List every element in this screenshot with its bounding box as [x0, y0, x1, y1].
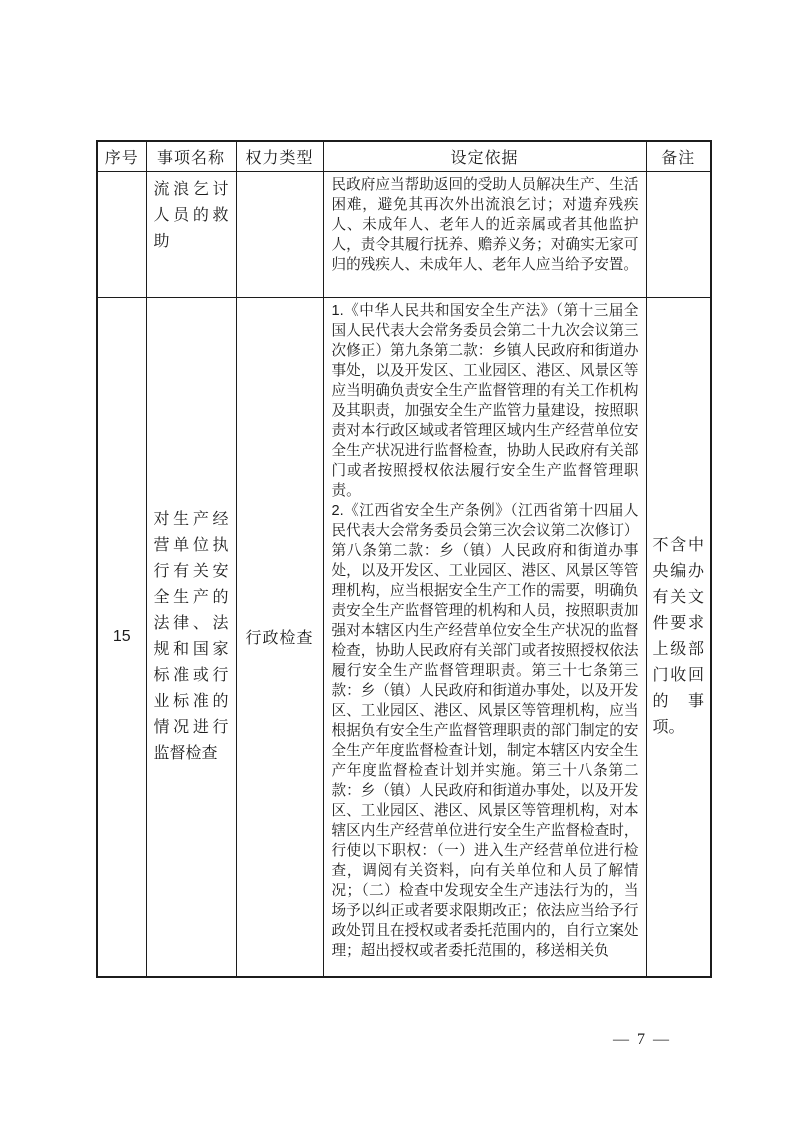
cell-basis — [323, 171, 646, 297]
item-name-text: 对生产经营单位执行有关安全生产的法律、法规和国家标准或行业标准的情况进行监督检查 — [153, 510, 229, 762]
cell-power-type: 行政检查 — [236, 297, 323, 977]
basis-paragraph-2: 2.《江西省安全生产条例》（江西省第十四届人民代表大会常务委员会第三次会议第二次修订）第八条第二款：乡（镇）人民政府和街道办事处，以及开发区、工业园区、港区、风景区等管理机构，应当根据安全生产工作的需要，明确负责安全生产监督管理的机构和人员，按照职责加强对本辖区内生产经营单位安全生产状况的监督检查，协助人民政府有关部门或者按照授权依法履行安全生产监督管理职责。第三十七条第三款：乡（镇）人民政府和街道办事处，以及开发区、工业园区、港区、风景区等管理机构，应当根据负有安全生产监督管理职责的部门制定的安全生产年度监督检查计划，制定本辖区内安全生产年度监督检查计划并实施。第三十八条第二款：乡（镇）人民政府和街道办事处，以及开发区、工业园区、港区、风景区等管理机构，对本辖区内生产经营单位进行安全生产监督检查时，行使以下职权：（一）进入生产经营单位进行检查，调阅有关资料，向有关单位和人员了解情况；（二）检查中发现安全生产违法行为的，当场予以纠正或者要求限期改正；依法应当给予行政处罚且在授权或者委托范围内的，自行立案处理；超出授权或者委托范围的，移送相关负 — [331, 502, 639, 959]
col-header-basis: 设定依据 — [323, 141, 646, 171]
col-header-item-name: 事项名称 — [146, 141, 236, 171]
page-number: — 7 — — [613, 1031, 671, 1048]
basis-paragraph: 民政府应当帮助返回的受助人员解决生产、生活困难，避免其再次外出流浪乞讨；对遗弃残疾人、未成年人、老年人的近亲属或者其他监护人，责令其履行抚养、赡养义务；对确实无家可归的残疾人、未成年人、老年人应当给予安置。 — [331, 176, 639, 273]
cell-seq: 15 — [97, 297, 146, 977]
table-row-continuation — [97, 171, 711, 297]
cell-note — [646, 171, 711, 297]
table-row-15 — [97, 297, 711, 977]
col-header-seq: 序号 — [97, 141, 146, 171]
cell-basis — [323, 297, 646, 977]
cell-power-type — [236, 171, 323, 297]
table-header-row — [97, 141, 711, 171]
col-header-power-type: 权力类型 — [236, 141, 323, 171]
cell-item-name — [146, 297, 236, 977]
basis-paragraph-1: 1.《中华人民共和国安全生产法》（第十三届全国人民代表大会常务委员会第二十九次会议第三次修正）第九条第二款：乡镇人民政府和街道办事处，以及开发区、工业园区、港区、风景区等应当明确负责安全生产监督管理的有关工作机构及其职责，加强安全生产监管力量建设，按照职责对本行政区域或者管理区域内生产经营单位安全生产状况进行监督检查，协助人民政府有关部门或者按照授权依法履行安全生产监督管理职责。 — [331, 302, 639, 499]
cell-note — [646, 297, 711, 977]
cell-item-name — [146, 171, 236, 297]
col-header-note: 备注 — [646, 141, 711, 171]
cell-seq — [97, 171, 146, 297]
note-text: 不含中央编办有关文件要求上级部门收回的事项。 — [652, 536, 704, 736]
power-list-table — [96, 140, 712, 978]
item-name-text: 流浪乞讨人员的救助 — [153, 180, 229, 250]
